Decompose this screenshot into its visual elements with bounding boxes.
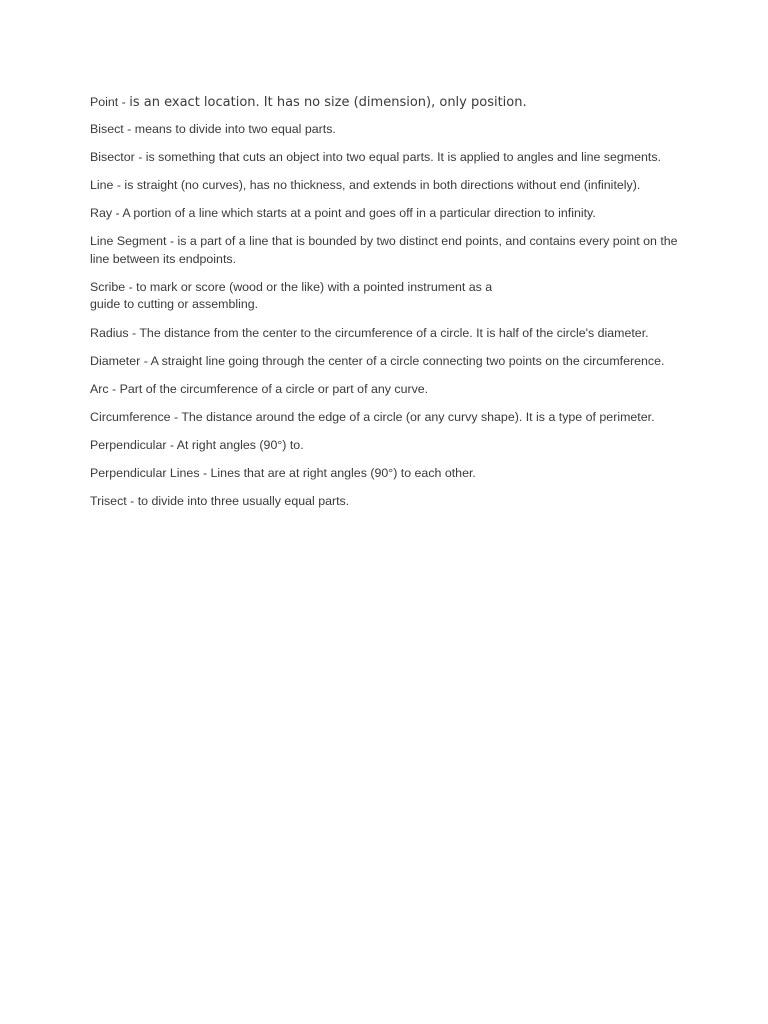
definition-diameter: Diameter - A straight line going through the center of a circle connecting two points on the circumference.	[90, 353, 665, 368]
definition-ray: Ray - A portion of a line which starts at a point and goes off in a particular direction to infinity.	[90, 206, 596, 221]
definition-radius: Radius - The distance from the center to the circumference of a circle. It is half of the circle's diameter.	[90, 325, 649, 340]
definition-perpendicular-lines: Perpendicular Lines - Lines that are at right angles (90°) to each other.	[90, 466, 476, 481]
definition-scribe	[90, 279, 680, 314]
definition-trisect: Trisect - to divide into three usually equal parts.	[90, 494, 350, 509]
definition-bisect: Bisect - means to divide into two equal parts.	[90, 122, 336, 136]
definition-arc: Arc - Part of the circumference of a circle or part of any curve.	[90, 381, 429, 396]
definition-line: Line - is straight (no curves), has no thickness, and extends in both directions without end (infinitely).	[90, 178, 641, 193]
definition-point-term: Point -	[90, 95, 130, 109]
definition-perpendicular: Perpendicular - At right angles (90°) to.	[90, 437, 304, 452]
definition-scribe-line-2: guide to cutting or assembling.	[90, 297, 259, 312]
definition-line-segment: Line Segment - is a part of a line that is bounded by two distinct end points, and contains every point on the line between its endpoints.	[90, 234, 678, 266]
definition-scribe-line-1: Scribe - to mark or score (wood or the like) with a pointed instrument as a	[90, 279, 493, 294]
definition-point	[90, 93, 680, 112]
definition-circumference: Circumference - The distance around the edge of a circle (or any curvy shape). It is a type of perimeter.	[90, 409, 655, 424]
definition-bisector: Bisector - is something that cuts an object into two equal parts. It is applied to angles and line segments.	[90, 150, 661, 165]
document-page	[90, 93, 680, 521]
definition-point-text: is an exact location. It has no size (dimension), only position.	[129, 95, 527, 110]
